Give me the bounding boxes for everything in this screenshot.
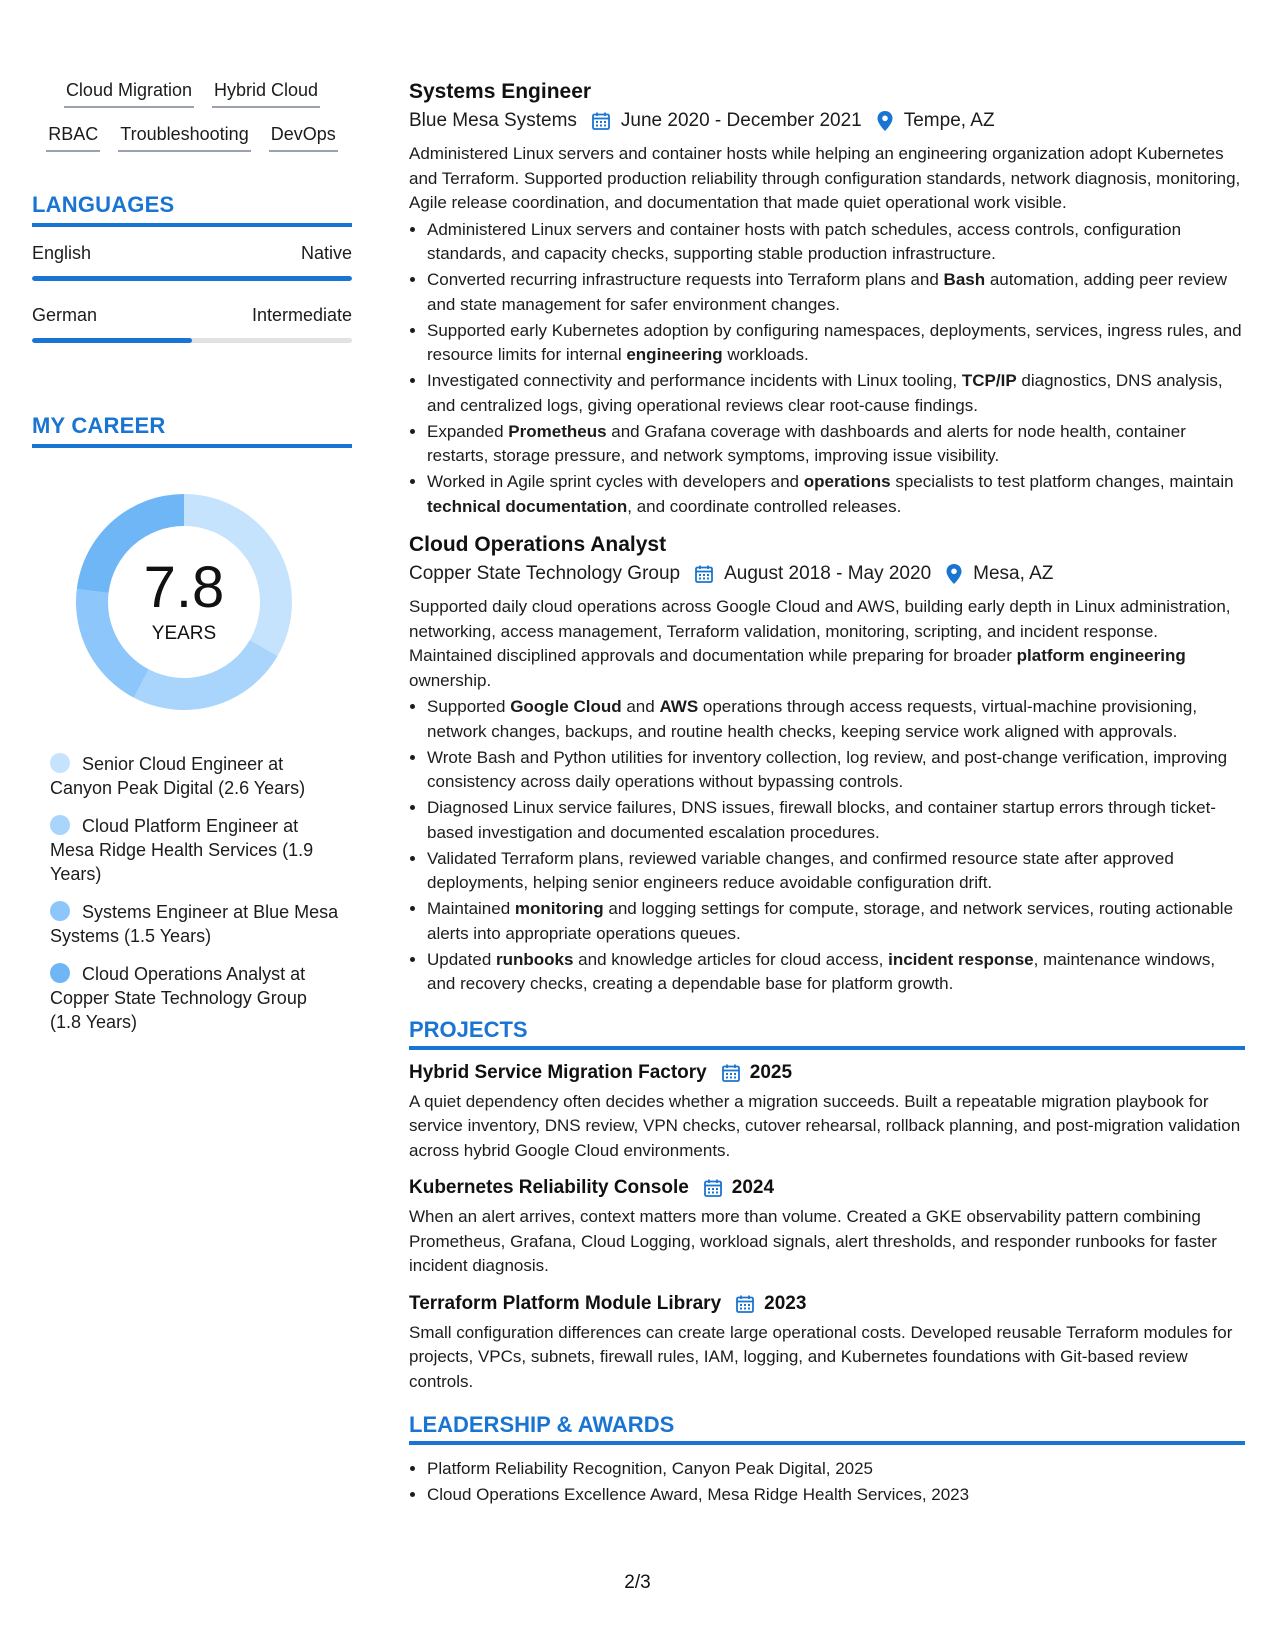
skill-tag: RBAC xyxy=(46,124,100,152)
award-item: • Cloud Operations Excellence Award, Mesa Ridge Health Services, 2023 xyxy=(427,1483,1245,1508)
bold-text: technical documentation xyxy=(427,496,628,516)
text-span: Validated Terraform plans, reviewed variable changes, and confirmed resource state after approved deployments, helping senior engineers reduce avoidable configuration drift. xyxy=(427,848,1174,892)
text-span: Maintained xyxy=(427,899,515,918)
job-entry xyxy=(409,533,1245,997)
sidebar xyxy=(32,80,352,1048)
calendar-icon xyxy=(721,1063,741,1083)
legend-dot-icon xyxy=(50,963,70,983)
main-content xyxy=(409,80,1245,1509)
text-span: Worked in Agile sprint cycles with developers and xyxy=(427,472,804,491)
career-total-years: 7.8 xyxy=(143,555,225,620)
location-pin-icon xyxy=(945,563,963,585)
text-span: and xyxy=(621,697,660,716)
bold-text: TCP/IP xyxy=(961,371,1017,390)
skills-tags xyxy=(32,80,352,152)
job-company: Blue Mesa Systems xyxy=(409,110,577,131)
awards-list xyxy=(409,1457,1245,1508)
job-entry xyxy=(409,80,1245,519)
bullet-item xyxy=(427,369,1245,418)
bold-text: operations xyxy=(803,472,891,491)
text-span: Converted recurring infrastructure requests into Terraform plans and xyxy=(427,270,944,289)
job-meta xyxy=(409,110,1245,132)
bullet-item xyxy=(427,695,1245,744)
text-span: Updated xyxy=(427,949,496,969)
text-span: diagnostics, DNS analysis, and centralized logs, giving operational reviews clear root-cause findings. xyxy=(427,371,1223,415)
career-legend-item: Systems Engineer at Blue Mesa Systems (1.5 Years) xyxy=(50,902,339,946)
job-location: Mesa, AZ xyxy=(973,563,1054,584)
language-name: German xyxy=(32,305,98,325)
language-level: Intermediate xyxy=(251,305,352,325)
job-role: Cloud Operations Analyst xyxy=(409,533,667,556)
bold-text: Bash xyxy=(943,270,986,289)
language-item xyxy=(32,305,352,343)
job-dates: June 2020 - December 2021 xyxy=(620,110,862,131)
text-span: automation, adding peer review and state management for safer environment changes. xyxy=(427,270,1228,314)
text-span: operations through access requests, virtual-machine provisioning, network changes, backups, and routine health checks, keeping service work aligned with approvals. xyxy=(427,697,1198,741)
bold-text: platform engineering xyxy=(1016,646,1186,665)
text-span: Expanded xyxy=(427,421,509,441)
awards-heading: LEADERSHIP & AWARDS xyxy=(409,1412,1245,1445)
text-span: Investigated connectivity and performance incidents with Linux tooling, xyxy=(427,371,962,390)
legend-dot-icon xyxy=(50,753,70,773)
language-name: English xyxy=(32,243,92,263)
bullet-item xyxy=(427,948,1245,997)
bullet-item xyxy=(427,796,1245,845)
text-span: Administered Linux servers and container hosts while helping an engineering organization adopt Kubernetes and Terraform. Supported production reliability through configuration standards, network diagnosis, monitoring, Agile release coordination, and documentation that made quiet operational work visible. xyxy=(409,144,1241,212)
project-description: A quiet dependency often decides whether a migration succeeds. Built a repeatable migration playbook for service inventory, DNS review, VPN checks, cutover rehearsal, rollback planning, and post-migration validation across hybrid Google Cloud environments. xyxy=(409,1091,1241,1160)
job-bullets xyxy=(409,695,1245,997)
project-entry xyxy=(409,1293,1245,1395)
text-span: Administered Linux servers and container hosts with patch schedules, access controls, configuration standards, and capacity checks, supporting stable production infrastructure. xyxy=(427,219,1182,263)
calendar-icon xyxy=(735,1294,755,1314)
job-summary xyxy=(409,595,1245,693)
career-legend-item: Senior Cloud Engineer at Canyon Peak Digital (2.6 Years) xyxy=(50,754,306,798)
bullet-item xyxy=(427,319,1245,368)
career-legend-item: Cloud Platform Engineer at Mesa Ridge Health Services (1.9 Years) xyxy=(50,816,314,884)
bullet-item xyxy=(427,268,1245,317)
bullet-item xyxy=(427,847,1245,896)
project-year: 2023 xyxy=(764,1292,807,1314)
career-legend-item: Cloud Operations Analyst at Copper State Technology Group (1.8 Years) xyxy=(50,964,307,1032)
calendar-icon xyxy=(591,111,611,131)
project-title: Terraform Platform Module Library xyxy=(409,1292,722,1314)
page-number: 2/3 xyxy=(624,1572,651,1593)
bullet-item xyxy=(427,746,1245,795)
text-span: specialists to test platform changes, maintain xyxy=(890,472,1234,491)
text-span: and logging settings for compute, storage, and network services, routing actionable alerts into appropriate operations queues. xyxy=(427,899,1234,943)
job-summary xyxy=(409,142,1245,216)
projects-list xyxy=(409,1062,1245,1395)
text-span: and Grafana coverage with dashboards and alerts for node health, container restarts, storage pressure, and network symptoms, improving issue visibility. xyxy=(427,421,1186,465)
text-span: Supported daily cloud operations across Google Cloud and AWS, building early depth in Linux administration, networking, access management, Terraform validation, monitoring, scripting, and incident response. Maintained disciplined approvals and documentation while preparing for broader xyxy=(409,597,1231,665)
text-span: Diagnosed Linux service failures, DNS issues, firewall blocks, and container startup errors through ticket-based investigation and documented escalation procedures. xyxy=(427,798,1216,842)
bold-text: incident response xyxy=(888,949,1034,969)
job-dates: August 2018 - May 2020 xyxy=(724,563,932,584)
skill-tag: Cloud Migration xyxy=(64,80,194,108)
project-description: Small configuration differences can create large operational costs. Developed reusable Terraform modules for projects, VPCs, subnets, firewall rules, IAM, logging, and Kubernetes foundations with Git-based review controls. xyxy=(409,1322,1233,1391)
experience-list xyxy=(409,80,1245,997)
language-proficiency-fill xyxy=(32,338,192,343)
bold-text: engineering xyxy=(626,345,723,364)
language-proficiency-bar xyxy=(32,338,352,343)
bullet-item xyxy=(427,470,1245,519)
language-level: Native xyxy=(300,243,352,263)
text-span: workloads. xyxy=(722,345,809,364)
legend-dot-icon xyxy=(50,815,70,835)
job-role: Systems Engineer xyxy=(409,80,592,103)
languages-list xyxy=(32,243,352,343)
skills-row xyxy=(32,124,352,152)
calendar-icon xyxy=(694,564,714,584)
bold-text: AWS xyxy=(659,697,699,716)
project-description: When an alert arrives, context matters more than volume. Created a GKE observability pattern combining Prometheus, Grafana, Cloud Logging, workload signals, alert thresholds, and responder runbooks for faster incident diagnosis. xyxy=(409,1207,1217,1275)
skill-tag: Hybrid Cloud xyxy=(212,80,320,108)
skill-tag: Troubleshooting xyxy=(118,124,250,152)
award-item: • Platform Reliability Recognition, Canyon Peak Digital, 2025 xyxy=(427,1457,1245,1482)
job-company: Copper State Technology Group xyxy=(409,563,681,584)
language-item xyxy=(32,243,352,281)
career-donut-chart xyxy=(64,482,304,722)
bold-text: runbooks xyxy=(496,949,574,969)
bold-text: Prometheus xyxy=(508,421,607,441)
text-span: Supported early Kubernetes adoption by configuring namespaces, deployments, services, ingress rules, and resource limits for internal xyxy=(427,320,1242,364)
text-span: , and coordinate controlled releases. xyxy=(627,496,902,516)
calendar-icon xyxy=(703,1178,723,1198)
bullet-item xyxy=(427,420,1245,469)
bullet-item xyxy=(427,218,1245,267)
text-span: , maintenance windows, and recovery checks, creating a dependable base for platform growth. xyxy=(427,949,1216,993)
skills-row xyxy=(32,80,352,108)
job-location: Tempe, AZ xyxy=(903,110,995,131)
text-span: Wrote Bash and Python utilities for inventory collection, log review, and post-change verification, improving consistency across daily operations without bypassing controls. xyxy=(427,747,1228,791)
location-pin-icon xyxy=(876,110,894,132)
job-bullets xyxy=(409,218,1245,520)
project-year: 2024 xyxy=(731,1177,775,1198)
project-title: Hybrid Service Migration Factory xyxy=(409,1061,707,1083)
bold-text: Google Cloud xyxy=(510,697,622,716)
language-proficiency-bar xyxy=(32,276,352,281)
text-span: Supported xyxy=(427,697,511,716)
languages-heading: LANGUAGES xyxy=(32,192,352,227)
skill-tag: DevOps xyxy=(269,124,338,152)
projects-heading: PROJECTS xyxy=(409,1017,1245,1050)
project-year: 2025 xyxy=(749,1061,793,1083)
job-meta xyxy=(409,563,1245,585)
text-span: and knowledge articles for cloud access, xyxy=(573,949,889,969)
career-heading: MY CAREER xyxy=(32,413,352,448)
career-legend xyxy=(32,752,340,1034)
legend-dot-icon xyxy=(50,901,70,921)
project-entry xyxy=(409,1177,1245,1279)
bold-text: monitoring xyxy=(514,899,604,918)
bullet-item xyxy=(427,897,1245,946)
text-span: ownership. xyxy=(409,670,492,690)
project-title: Kubernetes Reliability Console xyxy=(409,1177,689,1198)
project-entry xyxy=(409,1062,1245,1164)
career-unit-label: YEARS xyxy=(151,623,217,644)
language-proficiency-fill xyxy=(32,276,352,281)
